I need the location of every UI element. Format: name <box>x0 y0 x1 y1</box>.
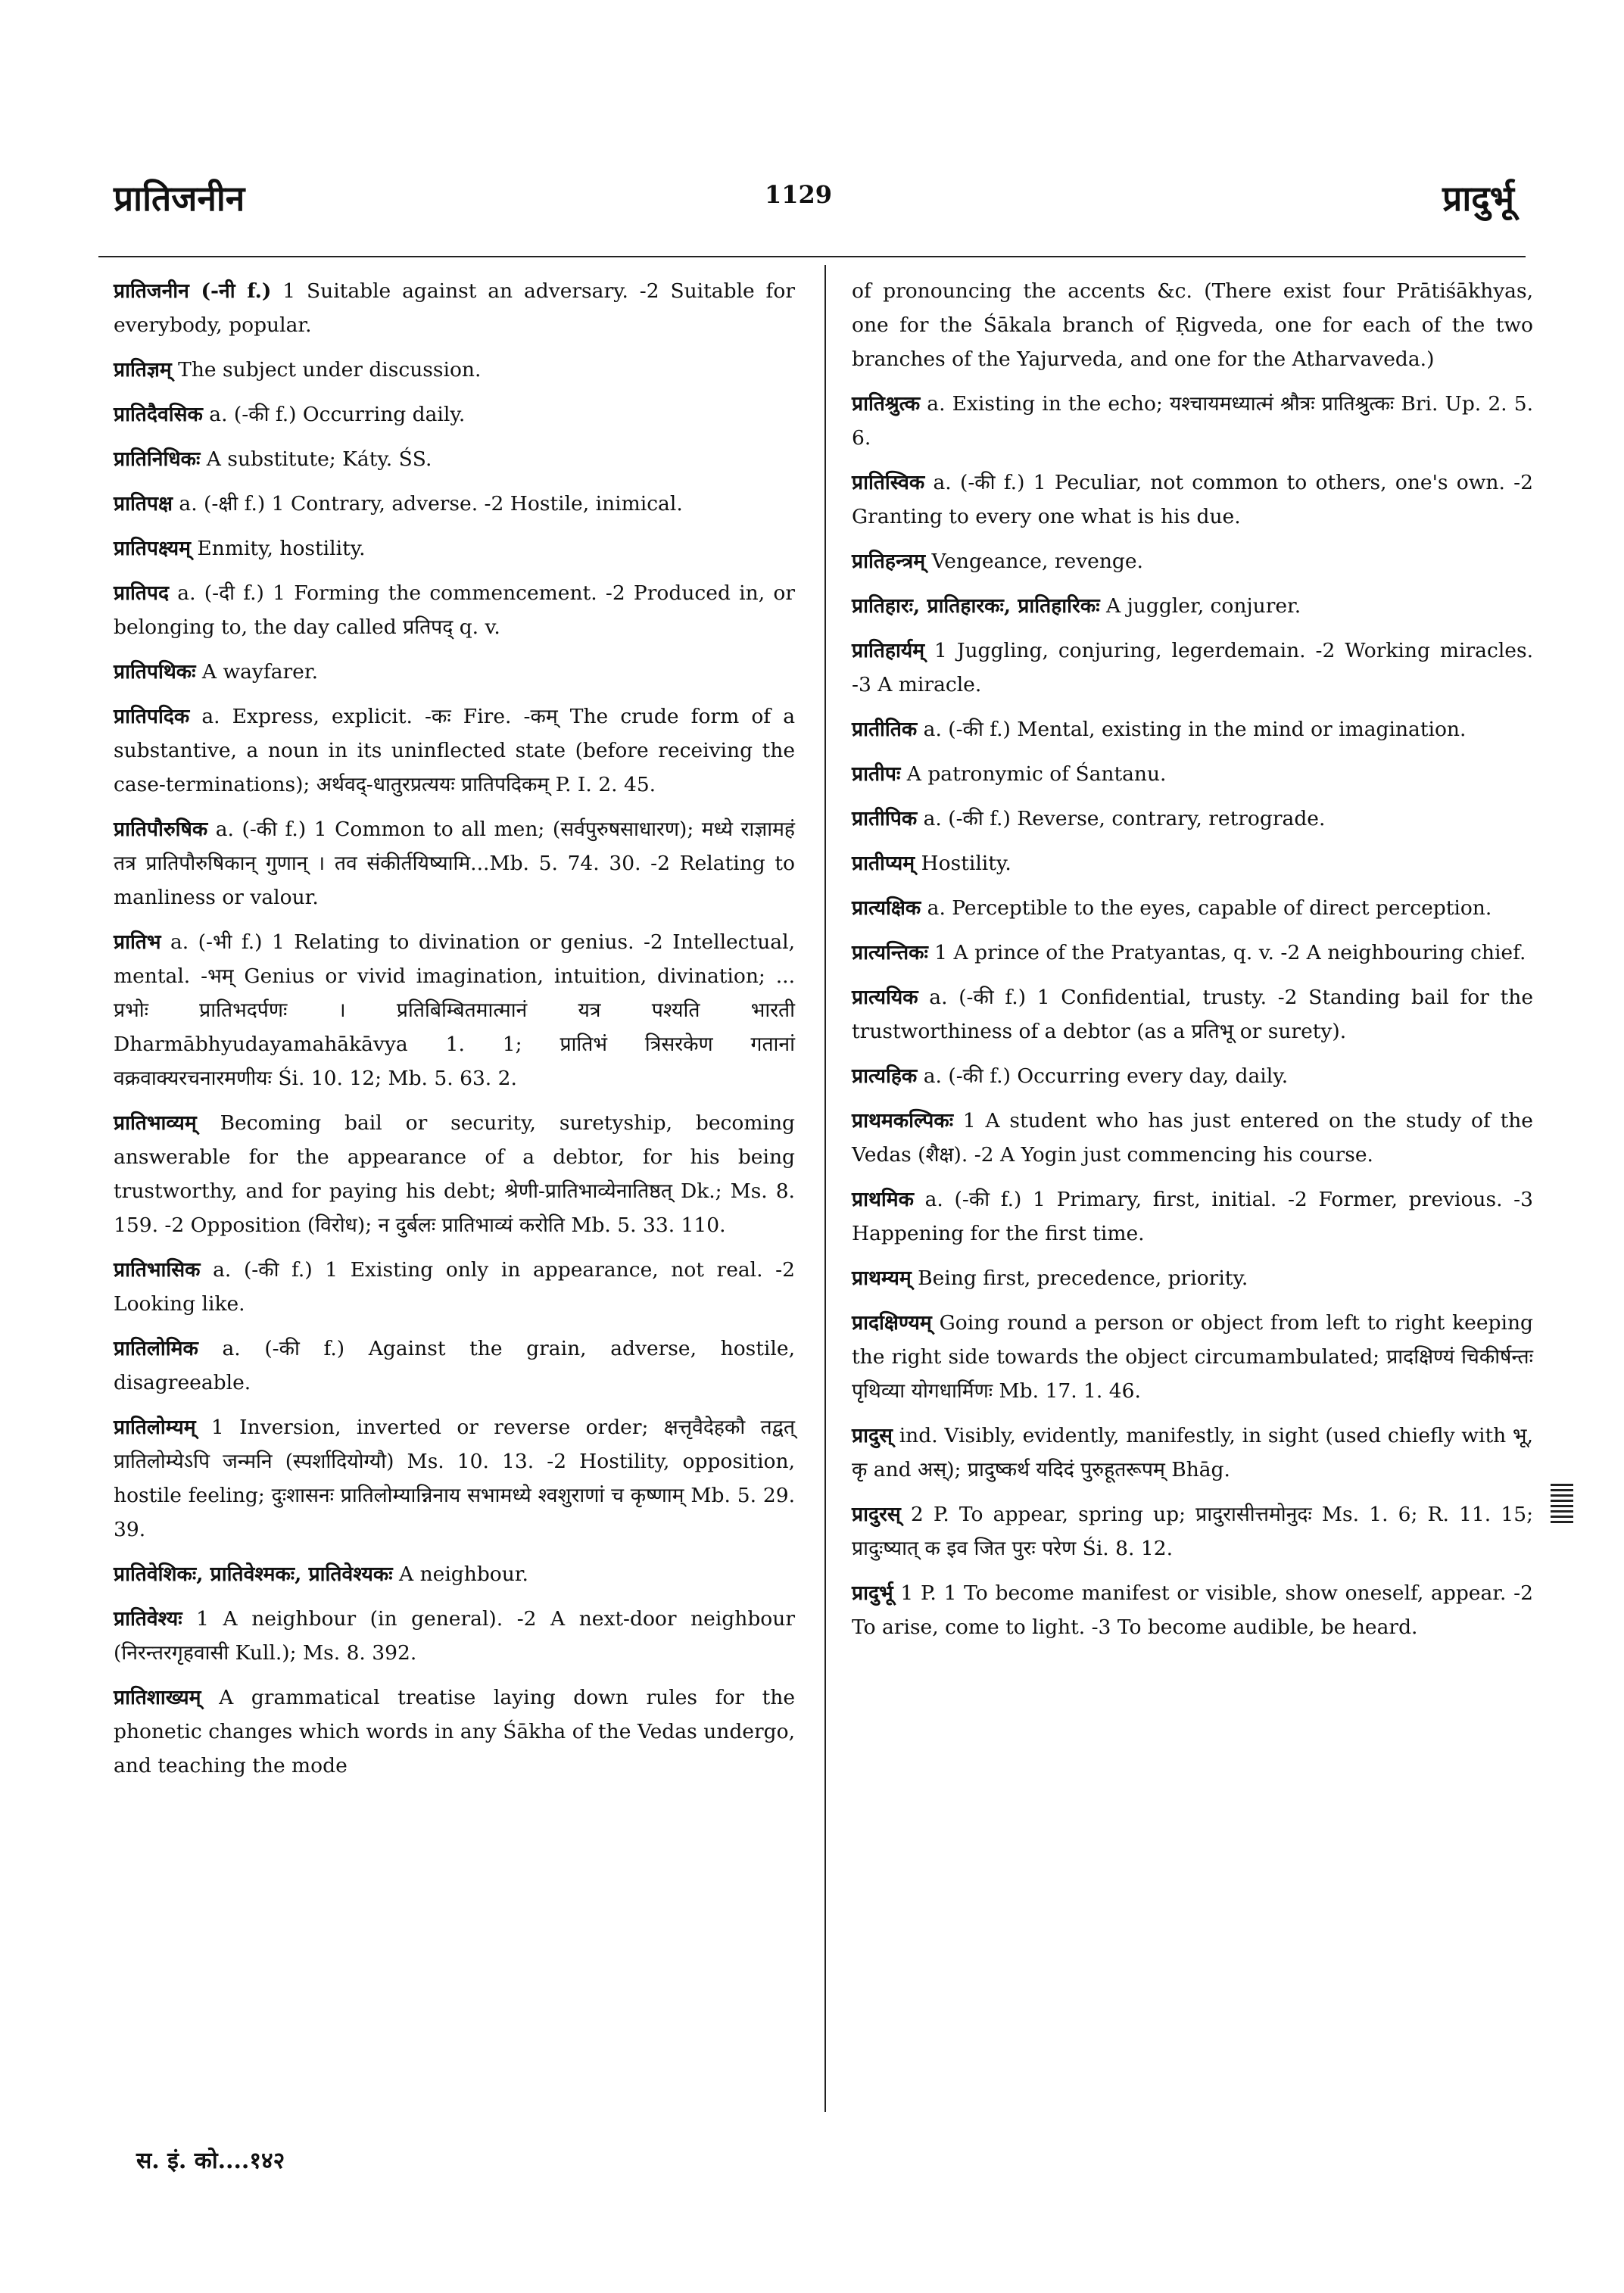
entry-definition: A substitute; Káty. ŚS. <box>200 447 432 471</box>
dictionary-entry <box>852 544 1533 578</box>
entry-headword: प्रातिजनीन (-नी f.) <box>114 279 272 303</box>
column-divider <box>824 265 826 2112</box>
margin-tab-mark <box>1551 1484 1573 1537</box>
entry-definition: a. (-दी f.) 1 Forming the commencement. -2 Produced in, or belonging to, the day called प्रतिपद् q. v. <box>114 581 795 639</box>
entry-definition: The subject under discussion. <box>171 358 482 382</box>
entry-headword: प्राथमकल्पिकः <box>852 1109 954 1132</box>
dictionary-entry <box>852 936 1533 970</box>
entry-headword: प्रातिदैवसिक <box>114 403 203 426</box>
entry-definition: A neighbour. <box>392 1562 528 1586</box>
entry-definition: 1 Juggling, conjuring, legerdemain. -2 Working miracles. -3 A miracle. <box>852 639 1533 696</box>
entry-definition: Enmity, hostility. <box>190 537 366 560</box>
header-left-guideword: प्रातिजनीन <box>114 178 245 219</box>
entry-definition: A juggler, conjurer. <box>1099 594 1301 618</box>
entry-definition: a. (-भी f.) 1 Relating to divination or genius. -2 Intellectual, mental. -भम् Genius or vivid imagination, intuition, divination; ... प्रभोः प्रातिभदर्पणः । प्रतिबिम्बितमात्मानं यत्र पश्यति भारती Dharmābhyudayamahākāvya 1. 1; प्रातिभं त्रिसरकेण गतानां वक्रवाक्यरचनारमणीयः Śi. 10. 12; Mb. 5. 63. 2. <box>114 930 795 1090</box>
entry-definition: a. Existing in the echo; यश्चायमध्यात्मं श्रौत्रः प्रातिश्रुत्कः Bri. Up. 2. 5. 6. <box>852 392 1533 450</box>
dictionary-entry <box>852 466 1533 534</box>
dictionary-entry <box>852 274 1533 376</box>
entry-headword: प्रादुरस् <box>852 1503 901 1526</box>
left-column <box>114 274 795 1793</box>
dictionary-entry <box>852 387 1533 455</box>
entry-definition: a. (-की f.) 1 Common to all men; (सर्वपुरुषसाधारण); मध्ये राज्ञामहं तत्र प्रातिपौरुषिकान् गुणान् । तव संकीर्तयिष्यामि...Mb. 5. 74. 30. -2 Relating to manliness or valour. <box>114 818 795 909</box>
entry-definition: 1 A prince of the Pratyantas, q. v. -2 A neighbouring chief. <box>927 941 1526 964</box>
entry-definition: Being first, precedence, priority. <box>911 1266 1248 1290</box>
dictionary-entry <box>114 1602 795 1670</box>
page-number: 1129 <box>765 180 833 209</box>
entry-definition: ind. Visibly, evidently, manifestly, in sight (used chiefly with भू, कृ and अस्); प्रादुष्कर्थ यदिदं पुरुहूतरूपम् Bhāg. <box>852 1424 1533 1481</box>
entry-headword: प्रातीप्यम् <box>852 852 915 875</box>
dictionary-entry <box>114 1681 795 1783</box>
entry-headword: प्रातिवेशिकः, प्रातिवेश्मकः, प्रातिवेश्यकः <box>114 1562 393 1586</box>
entry-definition: 1 Suitable against an adversary. -2 Suitable for everybody, popular. <box>114 279 795 337</box>
entry-headword: प्रातिभ <box>114 930 161 954</box>
dictionary-entry <box>852 1104 1533 1172</box>
entry-definition: Vengeance, revenge. <box>925 550 1143 573</box>
entry-headword: प्रातिलोम्यम् <box>114 1416 196 1439</box>
entry-definition: Going round a person or object from left to right keeping the right side towards the object circumambulated; प्रादक्षिण्यं चिकीर्षन्तः पृथिव्या योगधार्मिणः Mb. 17. 1. 46. <box>852 1311 1533 1403</box>
entry-headword: प्रातिपद <box>114 581 170 605</box>
entry-headword: प्रातिश्रुत्क <box>852 392 921 416</box>
entry-headword: प्रातीतिक <box>852 718 918 741</box>
dictionary-entry <box>114 274 795 342</box>
entry-definition: a. (-क्षी f.) 1 Contrary, adverse. -2 Hostile, inimical. <box>172 492 683 516</box>
entry-definition: 1 A neighbour (in general). -2 A next-door neighbour (निरन्तरगृहवासी Kull.); Ms. 8. 392. <box>114 1607 795 1665</box>
entry-headword: प्रातिवेश्यः <box>114 1607 182 1631</box>
dictionary-entry <box>114 1106 795 1242</box>
entry-headword: प्रातिभाव्यम् <box>114 1111 197 1135</box>
dictionary-entry <box>852 589 1533 623</box>
dictionary-entry <box>114 925 795 1095</box>
entry-definition: a. Perceptible to the eyes, capable of direct perception. <box>921 896 1492 920</box>
entry-definition: a. (-की f.) Occurring every day, daily. <box>917 1064 1289 1088</box>
entry-definition: 1 Inversion, inverted or reverse order; क्षत्तृवैदेहकौ तद्वत् प्रातिलोम्येऽपि जन्मनि (स्पर्शादियोग्यौ) Ms. 10. 13. -2 Hostility, opposition, hostile feeling; दुःशासनः प्रातिलोम्यान्निनाय सभामध्ये श्वशुराणां च कृष्णाम् Mb. 5. 29. 39. <box>114 1416 795 1541</box>
entry-headword: प्रातीपः <box>852 762 901 786</box>
dictionary-entry <box>852 802 1533 836</box>
dictionary-entry <box>852 980 1533 1048</box>
entry-headword: प्रातिपौरुषिक <box>114 818 208 841</box>
footer-signature: स. इं. को....१४२ <box>136 2148 285 2174</box>
entry-headword: प्रातिपक्ष्यम् <box>114 537 191 560</box>
dictionary-entry <box>114 812 795 914</box>
entry-headword: प्रातिपथिकः <box>114 660 196 684</box>
header-rule <box>98 256 1526 257</box>
entry-definition: a. (-की f.) 1 Peculiar, not common to others, one's own. -2 Granting to every one what is his due. <box>852 471 1533 528</box>
entry-headword: प्रातिभासिक <box>114 1258 201 1282</box>
right-column <box>852 274 1533 1655</box>
entry-headword: प्रातिपक्ष <box>114 492 173 516</box>
dictionary-entry <box>852 1576 1533 1644</box>
entry-definition: Hostility. <box>915 852 1011 875</box>
dictionary-entry <box>852 1306 1533 1408</box>
dictionary-entry <box>852 1261 1533 1295</box>
entry-definition: A grammatical treatise laying down rules for the phonetic changes which words in any Śākha of the Vedas undergo, and teaching the mode <box>114 1686 795 1777</box>
entry-definition: 2 P. To appear, spring up; प्रादुरासीत्तमोनुदः Ms. 1. 6; R. 11. 15; प्रादुःष्यात् क इव जित पुरः परेण Śi. 8. 12. <box>852 1503 1533 1560</box>
entry-headword: प्रातिनिधिकः <box>114 447 201 471</box>
entry-definition: a. (-की f.) Reverse, contrary, retrograde. <box>917 807 1326 830</box>
entry-headword: प्रातिज्ञम् <box>114 358 172 382</box>
dictionary-entry <box>114 487 795 521</box>
dictionary-entry <box>114 531 795 565</box>
dictionary-entry <box>114 353 795 387</box>
dictionary-entry <box>114 576 795 644</box>
page-header <box>114 174 1514 242</box>
dictionary-entry <box>114 1557 795 1591</box>
entry-definition: 1 P. 1 To become manifest or visible, show oneself, appear. -2 To arise, come to light. -3 To become audible, be heard. <box>852 1581 1533 1639</box>
entry-headword: प्रातिशाख्यम् <box>114 1686 201 1709</box>
entry-definition: a. (-की f.) 1 Primary, first, initial. -2 Former, previous. -3 Happening for the first time. <box>852 1188 1533 1245</box>
entry-headword: प्रातिस्विक <box>852 471 925 494</box>
entry-definition: A patronymic of Śantanu. <box>900 762 1167 786</box>
entry-definition: a. (-की f.) 1 Confidential, trusty. -2 Standing bail for the trustworthiness of a debtor (as a प्रतिभू or surety). <box>852 986 1533 1043</box>
entry-headword: प्रातिहार्यम् <box>852 639 925 662</box>
dictionary-entry <box>852 1182 1533 1251</box>
dictionary-entry <box>852 757 1533 791</box>
entry-definition: a. (-की f.) Mental, existing in the mind or imagination. <box>917 718 1467 741</box>
entry-headword: प्रातिहन्त्रम् <box>852 550 926 573</box>
entry-definition: a. (-की f.) Against the grain, adverse, hostile, disagreeable. <box>114 1337 795 1394</box>
dictionary-entry <box>852 712 1533 746</box>
dictionary-entry <box>852 634 1533 702</box>
entry-headword: प्रात्यन्तिकः <box>852 941 928 964</box>
entry-headword: प्रात्यहिक <box>852 1064 918 1088</box>
entry-headword: प्रात्यक्षिक <box>852 896 921 920</box>
entry-headword: प्रादुर्भू <box>852 1581 893 1605</box>
dictionary-entry <box>114 1410 795 1547</box>
dictionary-entry <box>114 1332 795 1400</box>
entry-headword: प्रादुस् <box>852 1424 893 1447</box>
entry-definition: A wayfarer. <box>195 660 319 684</box>
dictionary-entry <box>114 1253 795 1321</box>
entry-headword: प्रातिपदिक <box>114 705 190 728</box>
header-right-guideword: प्रादुर्भू <box>1442 178 1514 219</box>
dictionary-entry <box>852 846 1533 880</box>
entry-definition: a. Express, explicit. -कः Fire. -कम् The crude form of a substantive, a noun in its uninflected state (before receiving the case-terminations); अर्थवद्-धातुरप्रत्ययः प्रातिपदिकम् P. I. 2. 45. <box>114 705 795 796</box>
entry-headword: प्रात्ययिक <box>852 986 918 1009</box>
entry-definition: a. (-की f.) 1 Existing only in appearance, not real. -2 Looking like. <box>114 1258 795 1316</box>
dictionary-entry <box>114 699 795 802</box>
entry-headword: प्रातिहारः, प्रातिहारकः, प्रातिहारिकः <box>852 594 1100 618</box>
entry-headword: प्रातीपिक <box>852 807 918 830</box>
dictionary-entry <box>852 891 1533 925</box>
dictionary-entry <box>852 1497 1533 1566</box>
dictionary-entry <box>114 442 795 476</box>
entry-definition: of pronouncing the accents &c. (There exist four Prātiśākhyas, one for the Śākala branch of Ṛigveda, one for each of the two branches of the Yajurveda, and one for the Atharvaveda.) <box>852 279 1533 371</box>
entry-headword: प्रादक्षिण्यम् <box>852 1311 932 1335</box>
entry-headword: प्राथमिक <box>852 1188 914 1211</box>
entry-headword: प्राथम्यम् <box>852 1266 912 1290</box>
dictionary-entry <box>114 655 795 689</box>
dictionary-entry <box>852 1419 1533 1487</box>
dictionary-entry <box>114 397 795 431</box>
dictionary-entry <box>852 1059 1533 1093</box>
entry-headword: प्रातिलोमिक <box>114 1337 198 1360</box>
entry-definition: 1 A student who has just entered on the study of the Vedas (शैक्ष). -2 A Yogin just commencing his course. <box>852 1109 1533 1167</box>
entry-definition: a. (-की f.) Occurring daily. <box>202 403 466 426</box>
entry-definition: Becoming bail or security, suretyship, becoming answerable for the appearance of a debtor, for his being trustworthy, and for paying his debt; श्रेणी-प्रातिभाव्येनातिष्ठत् Dk.; Ms. 8. 159. -2 Opposition (विरोध); न दुर्बलः प्रातिभाव्यं करोति Mb. 5. 33. 110. <box>114 1111 795 1237</box>
